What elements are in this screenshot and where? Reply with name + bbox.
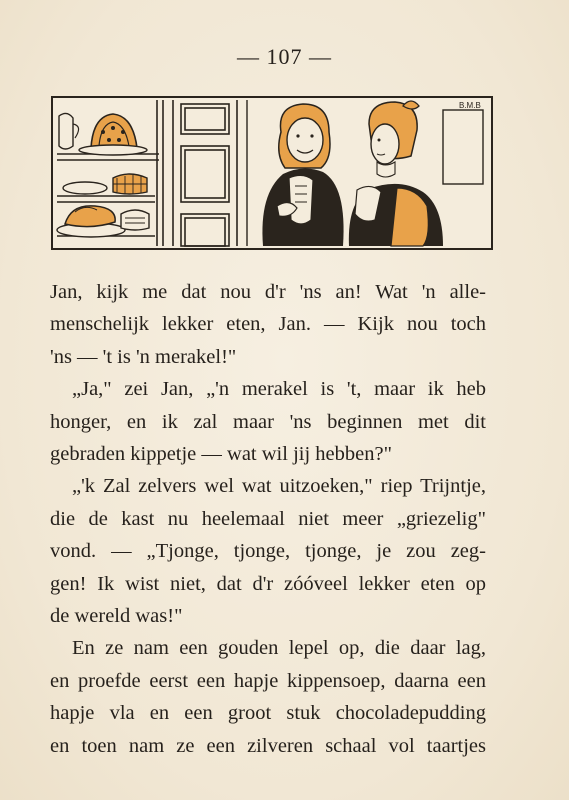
paragraph xyxy=(50,470,486,632)
text-line: vond. — „Tjonge, tjonge, tjonge, je zou zeg- xyxy=(50,540,486,563)
text-line: 'ns — 't is 'n merakel!" xyxy=(50,345,237,368)
text-line: menschelijk lekker eten, Jan. — Kijk nou toch xyxy=(50,313,486,336)
text-line: gen! Ik wist niet, dat d'r zóóveel lekker eten op xyxy=(50,572,486,595)
text-body xyxy=(50,276,486,762)
text-line: Jan, kijk me dat nou d'r 'ns an! Wat 'n alle- xyxy=(50,281,486,303)
paragraph xyxy=(50,632,486,762)
illustrator-monogram: B.M.B xyxy=(459,101,481,110)
paragraph xyxy=(50,373,486,470)
text-line: en toen nam ze een zilveren schaal vol taartjes xyxy=(50,734,486,757)
text-line: gebraden kippetje — wat wil jij hebben?" xyxy=(50,443,392,466)
page-number: — 107 — xyxy=(237,44,332,69)
text-line: de wereld was!" xyxy=(50,605,183,628)
text-line: en proefde eerst een hapje kippensoep, daarna een xyxy=(50,669,486,692)
text-line: „Ja," zei Jan, „'n merakel is 't, maar ik heb xyxy=(72,378,486,401)
text-line: En ze nam een gouden lepel op, die daar lag, xyxy=(72,637,486,660)
text-line: die de kast nu heelemaal niet meer „griezelig" xyxy=(50,507,486,530)
text-line: „'k Zal zelvers wel wat uitzoeken," riep Trijntje, xyxy=(72,475,486,498)
illustration xyxy=(51,96,493,250)
text-line: honger, en ik zal maar 'ns beginnen met dit xyxy=(50,410,486,433)
text-line: hapje vla en een groot stuk chocoladepudding xyxy=(50,702,486,725)
paragraph xyxy=(50,276,486,373)
